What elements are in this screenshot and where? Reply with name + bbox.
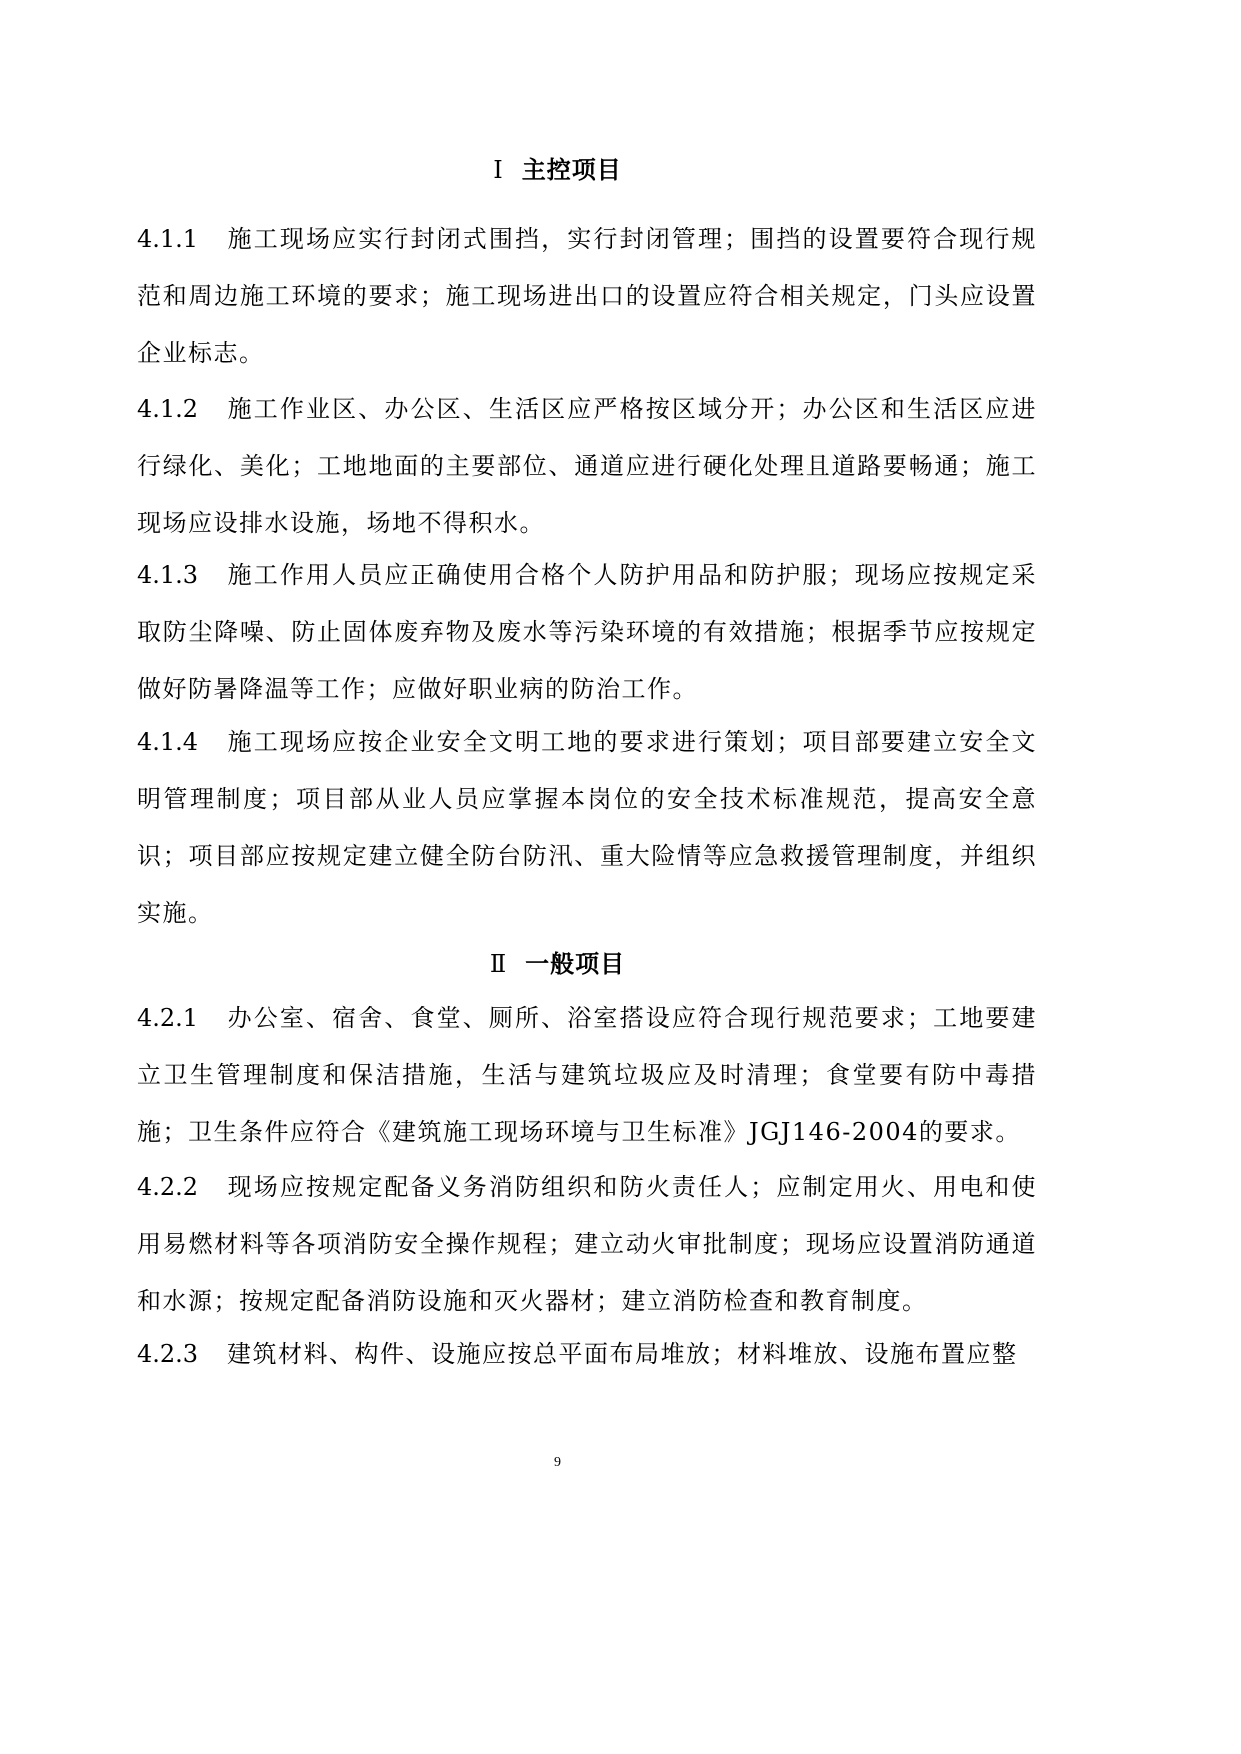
clause-4-2-2 — [137, 1159, 1037, 1330]
section-heading-2 — [0, 949, 1115, 979]
clause-number: 4.1.3 — [137, 561, 199, 589]
section-numeral: Ⅱ — [489, 950, 508, 978]
clause-4-2-1 — [137, 990, 1037, 1161]
clause-text: 办公室、宿舍、食堂、厕所、浴室搭设应符合现行规范要求；工地要建立卫生管理制度和保洁措施，生活与建筑垃圾应及时清理；食堂要有防中毒措施；卫生条件应符合《建筑施工现场环境与卫生标准》JGJ146-2004的要求。 — [137, 1004, 1037, 1146]
clause-4-2-3 — [137, 1326, 1037, 1383]
clause-number: 4.2.3 — [137, 1340, 199, 1368]
clause-number: 4.1.2 — [137, 395, 199, 423]
clause-text: 施工作业区、办公区、生活区应严格按区域分开；办公区和生活区应进行绿化、美化；工地地面的主要部位、通道应进行硬化处理且道路要畅通；施工现场应设排水设施，场地不得积水。 — [137, 395, 1037, 537]
clause-4-1-1 — [137, 211, 1037, 382]
clause-text: 建筑材料、构件、设施应按总平面布局堆放；材料堆放、设施布置应整 — [227, 1340, 1018, 1368]
section-title: 一般项目 — [525, 949, 626, 978]
clause-text: 施工现场应按企业安全文明工地的要求进行策划；项目部要建立安全文明管理制度；项目部从业人员应掌握本岗位的安全技术标准规范，提高安全意识；项目部应按规定建立健全防台防汛、重大险情等应急救援管理制度，并组织实施。 — [137, 728, 1037, 927]
clause-text: 现场应按规定配备义务消防组织和防火责任人；应制定用火、用电和使用易燃材料等各项消防安全操作规程；建立动火审批制度；现场应设置消防通道和水源；按规定配备消防设施和灭火器材；建立消防检查和教育制度。 — [137, 1173, 1037, 1315]
clause-4-1-2 — [137, 381, 1037, 552]
clause-number: 4.1.1 — [137, 225, 199, 253]
section-heading-1 — [0, 155, 1115, 185]
clause-number: 4.2.2 — [137, 1173, 199, 1201]
page-number: 9 — [554, 1455, 561, 1470]
clause-number: 4.2.1 — [137, 1004, 199, 1032]
clause-4-1-3 — [137, 547, 1037, 718]
section-numeral: Ⅰ — [493, 156, 504, 184]
clause-4-1-4 — [137, 714, 1037, 942]
section-title: 主控项目 — [521, 155, 622, 184]
clause-text: 施工现场应实行封闭式围挡，实行封闭管理；围挡的设置要符合现行规范和周边施工环境的要求；施工现场进出口的设置应符合相关规定，门头应设置企业标志。 — [137, 225, 1037, 367]
clause-number: 4.1.4 — [137, 728, 199, 756]
clause-text: 施工作用人员应正确使用合格个人防护用品和防护服；现场应按规定采取防尘降噪、防止固体废弃物及废水等污染环境的有效措施；根据季节应按规定做好防暑降温等工作；应做好职业病的防治工作。 — [137, 561, 1037, 703]
